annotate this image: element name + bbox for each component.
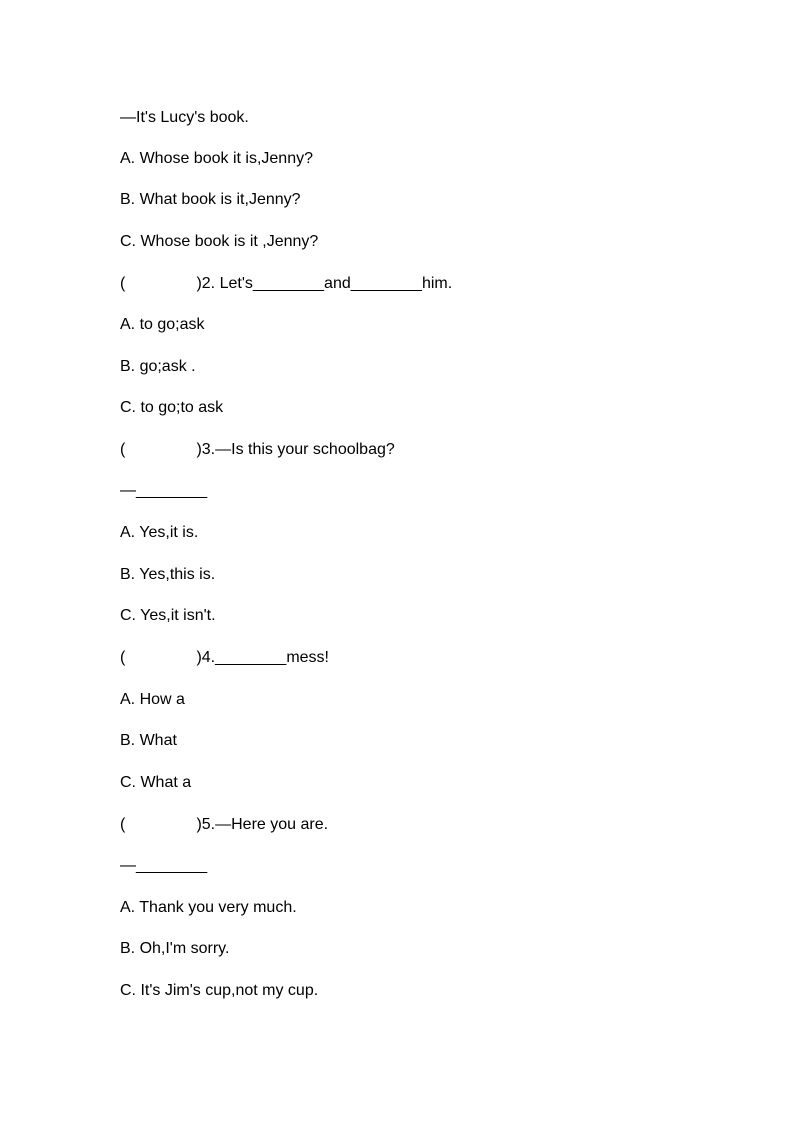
answer-line-q1: —It's Lucy's book. — [120, 109, 249, 126]
q2-option-a: A. to go;ask — [120, 316, 205, 333]
answer-blank-q5: —________ — [120, 857, 208, 874]
q5-option-b: B. Oh,I'm sorry. — [120, 940, 230, 957]
q1-option-c: C. Whose book is it ,Jenny? — [120, 233, 319, 250]
q1-option-b: B. What book is it,Jenny? — [120, 191, 301, 208]
q5-option-a: A. Thank you very much. — [120, 899, 297, 916]
q2-option-c: C. to go;to ask — [120, 399, 224, 416]
q1-option-a: A. Whose book it is,Jenny? — [120, 150, 313, 167]
question-3: ( )3.—Is this your schoolbag? — [120, 441, 395, 458]
q4-option-c: C. What a — [120, 774, 192, 791]
q3-option-c: C. Yes,it isn't. — [120, 607, 216, 624]
question-4: ( )4.________mess! — [120, 649, 329, 666]
question-5: ( )5.—Here you are. — [120, 816, 329, 833]
q5-option-c: C. It's Jim's cup,not my cup. — [120, 982, 319, 999]
q4-option-a: A. How a — [120, 691, 185, 708]
answer-blank-q3: —________ — [120, 482, 208, 499]
q4-option-b: B. What — [120, 732, 177, 749]
q3-option-a: A. Yes,it is. — [120, 524, 199, 541]
q2-option-b: B. go;ask . — [120, 358, 196, 375]
question-2: ( )2. Let's________and________him. — [120, 275, 453, 292]
q3-option-b: B. Yes,this is. — [120, 566, 216, 583]
